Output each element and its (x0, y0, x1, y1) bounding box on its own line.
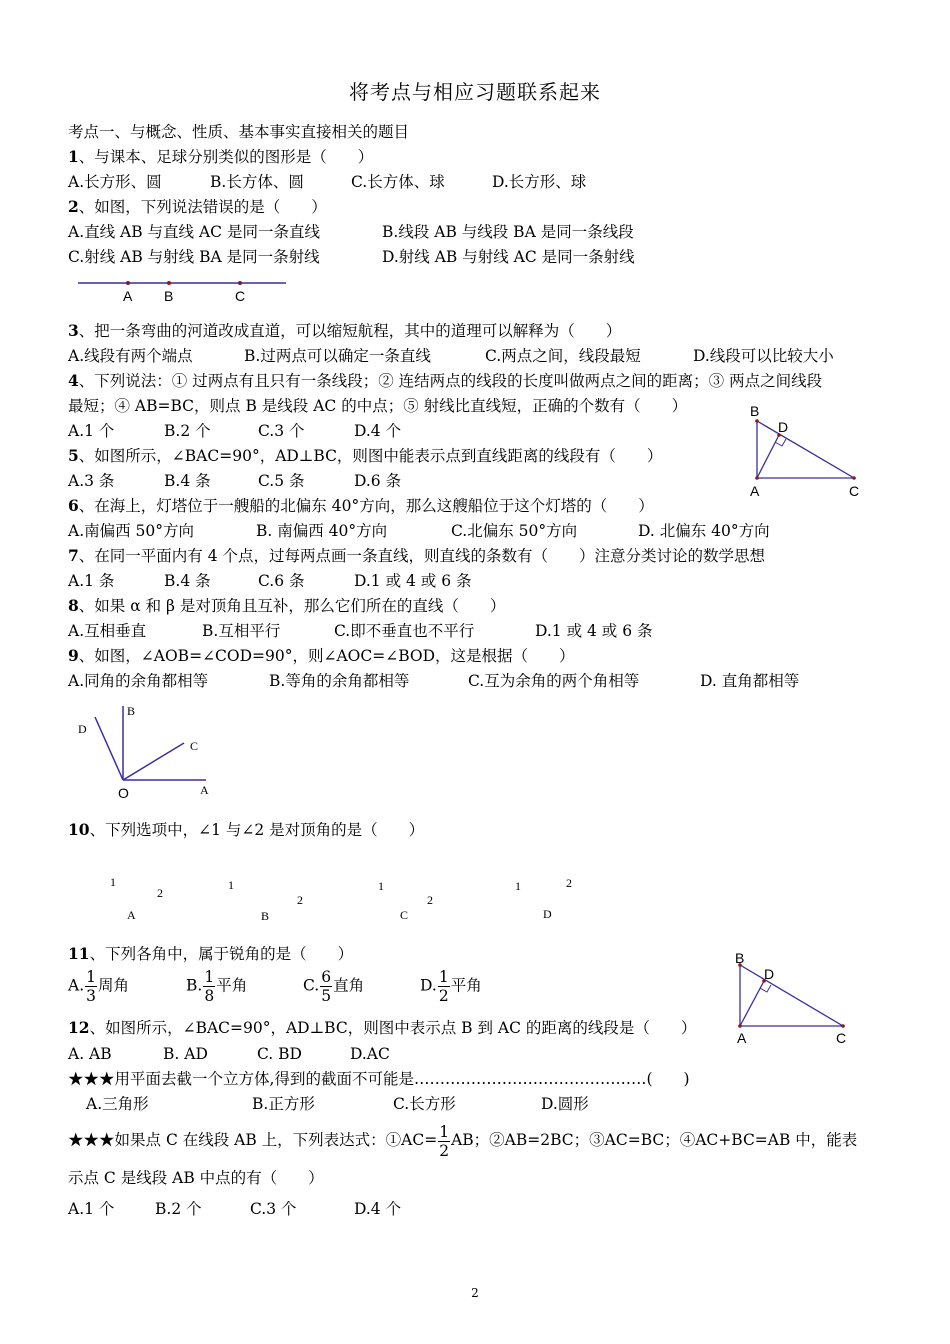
point-c (841, 1024, 845, 1028)
label-b: B (127, 704, 136, 718)
question-number: 10 (68, 820, 90, 839)
option-suffix: 平角 (450, 976, 482, 995)
numerator: 1 (438, 968, 449, 986)
option-d (420, 968, 482, 1005)
option-c: C.3 个 (258, 422, 305, 440)
option-c: C.6 条 (258, 572, 305, 590)
question-stem: 、如图，∠AOB=∠COD=90°，则∠AOC=∠BOD，这是根据（ ） (78, 647, 575, 665)
option-d: D.射线 AB 与射线 AC 是同一条射线 (382, 248, 635, 266)
angle-1-label-b: 1 (228, 878, 234, 892)
star-question-1 (68, 1069, 690, 1089)
option-c: C.北偏东 50°方向 (451, 522, 578, 540)
denominator: 2 (438, 987, 449, 1005)
option-a: A.1 条 (68, 572, 115, 590)
figure-letter-c: C (400, 908, 409, 922)
label-c: C (235, 288, 246, 304)
label-d: D (764, 966, 775, 982)
label-a: A (737, 1030, 747, 1046)
point-c (238, 281, 242, 285)
question-number: 9 (68, 646, 79, 665)
option-b: B.线段 AB 与线段 BA 是同一条线段 (382, 223, 634, 241)
option-a: A.互相垂直 (68, 622, 147, 640)
question-stem: 、下列各角中，属于锐角的是（ ） (89, 945, 354, 963)
option-suffix: 平角 (216, 976, 248, 995)
ray-oc (123, 743, 184, 780)
question-number: 2 (68, 197, 79, 216)
option-a: A.三角形 (86, 1095, 149, 1113)
option-d: D.4 个 (354, 422, 402, 440)
option-prefix: A. (68, 976, 85, 995)
option-d: D.6 条 (354, 472, 402, 490)
question-stem: 如果点 C 在线段 AB 上，下列表达式：①AC= (114, 1131, 438, 1149)
option-prefix: B. (186, 976, 203, 995)
label-a: A (750, 483, 760, 499)
star-question-2 (68, 1120, 857, 1160)
question-number: 6 (68, 496, 79, 515)
q10-option-figures (100, 868, 600, 928)
numerator: 1 (439, 1122, 450, 1141)
page-number: 2 (471, 1286, 479, 1300)
denominator: 5 (321, 987, 332, 1005)
angle-2-label-b: 2 (297, 893, 303, 907)
angle-2-label-c: 2 (427, 893, 433, 907)
angle-1-label-d: 1 (515, 879, 521, 893)
label-d: D (778, 419, 789, 435)
option-c: C.5 条 (258, 472, 305, 490)
label-b: B (735, 950, 745, 966)
option-suffix: 直角 (333, 976, 365, 995)
option-a: A.线段有两个端点 (68, 347, 193, 365)
question-4-continued: 最短；④ AB=BC，则点 B 是线段 AC 的中点；⑤ 射线比直线短，正确的个数有（ ） (68, 397, 688, 415)
question-9 (68, 646, 575, 666)
question-stem: 、如图所示，∠BAC=90°，AD⊥BC，则图中能表示点到直线距离的线段有（ ） (78, 447, 663, 465)
altitude-ad (757, 435, 779, 478)
question-5 (68, 446, 662, 466)
option-b: B.4 条 (164, 572, 211, 590)
label-b: B (750, 403, 760, 419)
question-12 (68, 1018, 696, 1038)
question-number: 11 (68, 944, 90, 963)
option-b: B.正方形 (252, 1095, 315, 1113)
label-c: C (849, 483, 860, 499)
question-stem: 、如果 α 和 β 是对顶角且互补，那么它们所在的直线（ ） (78, 597, 506, 615)
option-prefix: C. (303, 976, 320, 995)
question-stem: 、在海上，灯塔位于一艘船的北偏东 40°方向，那么这艘船位于这个灯塔的（ ） (78, 497, 654, 515)
numerator: 6 (321, 968, 332, 986)
option-b: B.2 个 (164, 422, 211, 440)
question-stem: 用平面去截一个立方体,得到的截面不可能是………………………………………( ) (114, 1070, 690, 1088)
q5-triangle-figure (745, 402, 875, 502)
page-title: 将考点与相应习题联系起来 (349, 80, 601, 104)
label-a: A (123, 288, 133, 304)
label-c: C (836, 1030, 847, 1046)
option-c: C.互为余角的两个角相等 (468, 672, 640, 690)
question-stem: 、把一条弯曲的河道改成直道，可以缩短航程，其中的道理可以解释为（ ） (78, 322, 622, 340)
label-d: D (78, 722, 87, 736)
option-c: C.射线 AB 与射线 BA 是同一条射线 (68, 248, 320, 266)
option-b: B.2 个 (155, 1200, 202, 1218)
option-a: A.1 个 (68, 1200, 115, 1218)
option-c (303, 968, 364, 1005)
option-a: A.同角的余角都相等 (68, 672, 209, 690)
numerator: 1 (204, 968, 215, 986)
option-a (68, 968, 129, 1005)
question-stem: 、下列说法：① 过两点有且只有一条线段；② 连结两点的线段的长度叫做两点之间的距离；③ 两点之间线段 (78, 372, 823, 390)
question-number: 7 (68, 546, 79, 565)
fraction (438, 1123, 450, 1160)
star-question-2-continued: 示点 C 是线段 AB 中点的有（ ） (68, 1169, 324, 1187)
star-rating: ★★★ (68, 1070, 115, 1088)
point-b (167, 281, 171, 285)
question-number: 8 (68, 596, 79, 615)
point-a (738, 1024, 742, 1028)
label-c: C (190, 739, 199, 753)
question-number: 12 (68, 1018, 90, 1037)
question-11 (68, 944, 353, 964)
option-d: D.1 或 4 或 6 条 (535, 622, 653, 640)
question-2 (68, 197, 327, 217)
fraction (438, 968, 450, 1005)
angle-1-label-c: 1 (378, 879, 384, 893)
question-4 (68, 371, 822, 391)
question-3 (68, 321, 621, 341)
question-stem: 、与课本、足球分别类似的图形是（ ） (78, 148, 374, 166)
q12-triangle-figure (730, 948, 860, 1048)
option-d: D.4 个 (354, 1200, 402, 1218)
option-d: D.AC (350, 1045, 390, 1063)
option-c: C.3 个 (250, 1200, 297, 1218)
option-d: D.圆形 (541, 1095, 589, 1113)
option-b: B.长方体、圆 (210, 173, 304, 191)
label-b: B (164, 288, 174, 304)
option-d: D. 直角都相等 (700, 672, 800, 690)
question-stem-cont: AB；②AB=2BC；③AC=BC；④AC+BC=AB 中，能表 (451, 1131, 858, 1149)
ray-od (95, 717, 123, 780)
point-b (755, 419, 759, 423)
triangle-abc (740, 965, 843, 1026)
option-c: C.长方体、球 (351, 173, 445, 191)
question-stem: 、如图所示，∠BAC=90°，AD⊥BC，则图中表示点 B 到 AC 的距离的线段是（ ） (89, 1019, 697, 1037)
point-a (126, 281, 130, 285)
option-a: A. AB (68, 1045, 112, 1063)
option-d: D. 北偏东 40°方向 (638, 522, 770, 540)
denominator: 8 (204, 987, 215, 1005)
question-number: 3 (68, 321, 79, 340)
fraction (320, 968, 332, 1005)
question-6 (68, 496, 654, 516)
option-b: B.等角的余角都相等 (269, 672, 410, 690)
option-suffix: 周角 (98, 976, 130, 995)
q9-angle-figure (74, 700, 224, 804)
question-number: 1 (68, 147, 79, 166)
fraction (85, 968, 97, 1005)
label-o: O (118, 785, 129, 801)
question-stem: 、在同一平面内有 4 个点，过每两点画一条直线，则直线的条数有（ ）注意分类讨论的数学思想 (78, 547, 766, 565)
q2-line-figure (74, 274, 294, 308)
question-stem: 、下列选项中，∠1 与∠2 是对顶角的是（ ） (89, 821, 425, 839)
option-d: D.1 或 4 或 6 条 (354, 572, 472, 590)
option-b (186, 968, 247, 1005)
question-1 (68, 147, 373, 167)
option-c: C.两点之间，线段最短 (485, 347, 641, 365)
option-c: C.长方形 (393, 1095, 456, 1113)
figure-letter-b: B (261, 909, 270, 923)
numerator: 1 (86, 968, 96, 986)
option-a: A.长方形、圆 (68, 173, 162, 191)
option-b: B. AD (163, 1045, 208, 1063)
question-7 (68, 546, 765, 566)
star-rating: ★★★ (68, 1131, 115, 1149)
option-b: B.互相平行 (202, 622, 281, 640)
question-10 (68, 820, 424, 840)
option-c: C. BD (257, 1045, 302, 1063)
option-a: A.3 条 (68, 472, 115, 490)
option-d: D.线段可以比较大小 (693, 347, 834, 365)
question-stem: 、如图，下列说法错误的是（ ） (78, 198, 327, 216)
section-heading: 考点一、与概念、性质、基本事实直接相关的题目 (68, 123, 410, 141)
angle-1-label-a: 1 (110, 875, 116, 889)
figure-letter-d: D (543, 907, 552, 921)
label-a: A (200, 783, 209, 797)
option-a: A.南偏西 50°方向 (68, 522, 195, 540)
option-d: D.长方形、球 (492, 173, 587, 191)
fraction (203, 968, 215, 1005)
point-a (755, 476, 759, 480)
denominator: 3 (86, 987, 96, 1005)
point-c (852, 476, 856, 480)
option-b: B.4 条 (164, 472, 211, 490)
option-a: A.直线 AB 与直线 AC 是同一条直线 (68, 223, 320, 241)
question-number: 5 (68, 446, 79, 465)
option-prefix: D. (420, 976, 437, 995)
angle-2-label-a: 2 (157, 886, 163, 900)
option-c: C.即不垂直也不平行 (334, 622, 475, 640)
option-b: B.过两点可以确定一条直线 (244, 347, 431, 365)
option-b: B. 南偏西 40°方向 (256, 522, 388, 540)
angle-2-label-d: 2 (566, 876, 572, 890)
denominator: 2 (439, 1141, 450, 1160)
question-8 (68, 596, 505, 616)
question-number: 4 (68, 371, 79, 390)
figure-letter-a: A (127, 908, 136, 922)
option-a: A.1 个 (68, 422, 115, 440)
